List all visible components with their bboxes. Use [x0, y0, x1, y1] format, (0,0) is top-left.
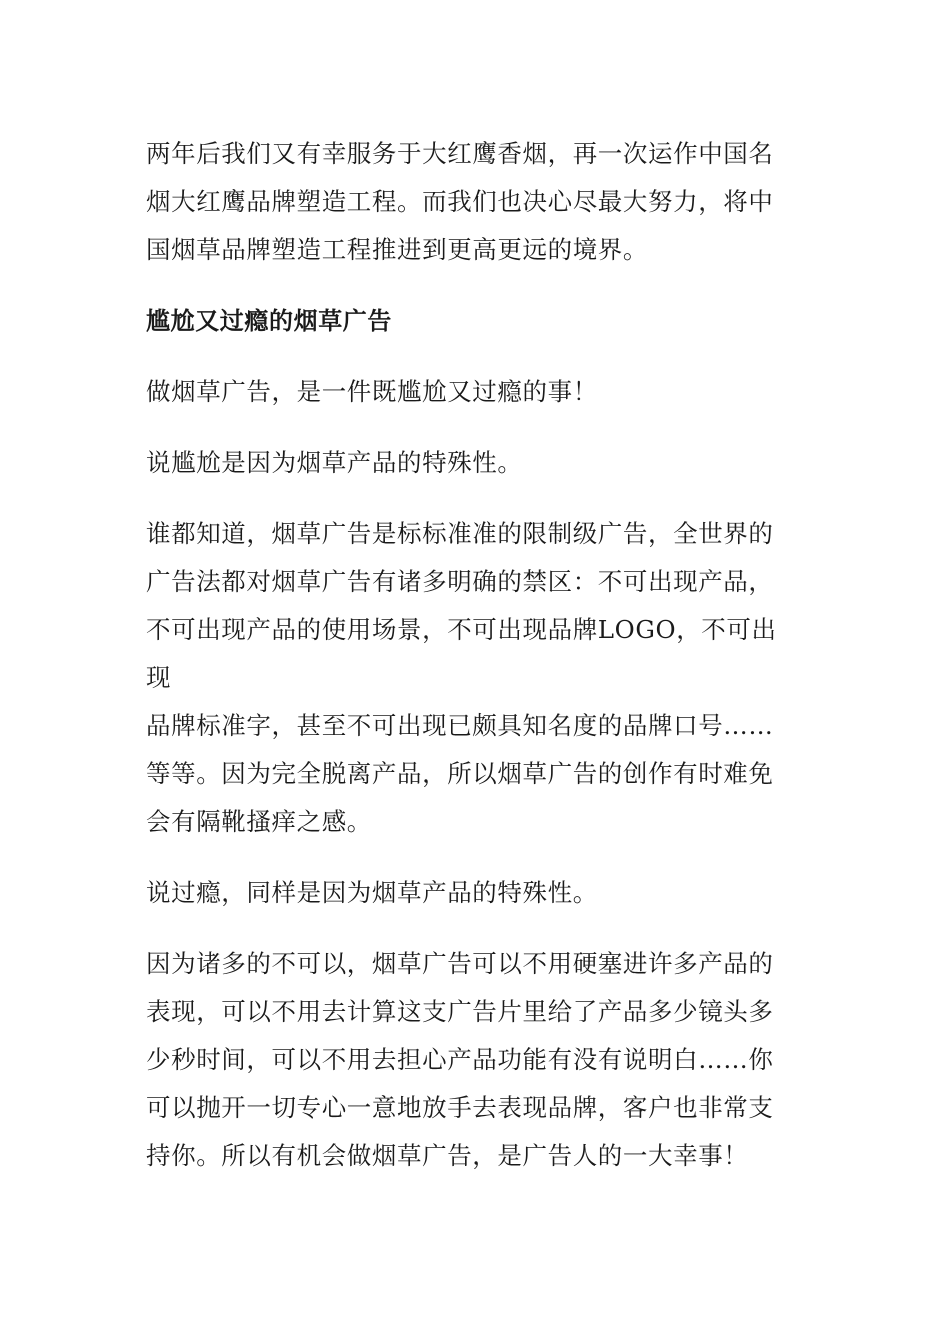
paragraph-1: 做烟草广告，是一件既尴尬又过瘾的事！	[146, 377, 598, 406]
paragraph-2: 说尴尬是因为烟草产品的特殊性。	[146, 448, 523, 477]
paragraph-5: 因为诸多的不可以，烟草广告可以不用硬塞进许多产品的 表现，可以不用去计算这支广告片里给了产品多少镜头多 少秒时间，可以不用去担心产品功能有没有说明白……你 可以抛开一切专心一意地放手去表现品牌，客户也非常支 持你。所以有机会做烟草广告，是广告人的一大幸事！	[146, 949, 774, 1170]
paragraph-3: 谁都知道，烟草广告是标标准准的限制级广告，全世界的 广告法都对烟草广告有诸多明确的禁区：不可出现产品， 不可出现产品的使用场景，不可出现品牌LOGO，不可出现 品牌标准字，甚至不可出现已颇具知名度的品牌口号…… 等等。因为完全脱离产品，所以烟草广告的创作有时难免 会有隔靴搔痒之感。	[146, 519, 777, 836]
intro-paragraph: 两年后我们又有幸服务于大红鹰香烟，再一次运作中国名 烟大红鹰品牌塑造工程。而我们也决心尽最大努力，将中 国烟草品牌塑造工程推进到更高更远的境界。	[146, 139, 774, 264]
paragraph-4: 说过瘾，同样是因为烟草产品的特殊性。	[146, 878, 598, 907]
document-body	[146, 130, 796, 1203]
section-heading: 尴尬又过瘾的烟草广告	[146, 307, 392, 335]
